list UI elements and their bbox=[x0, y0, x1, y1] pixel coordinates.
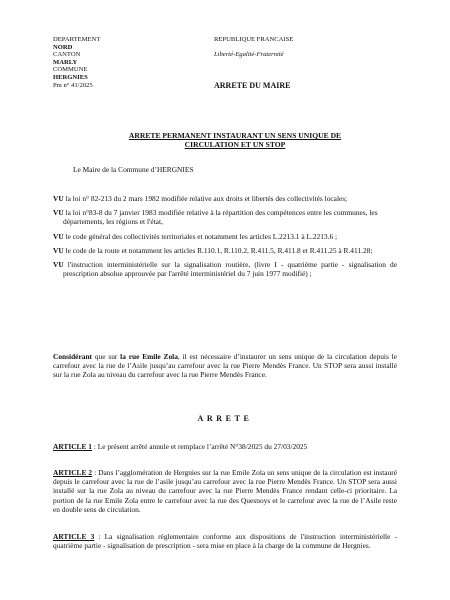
department-name: NORD bbox=[53, 43, 73, 51]
canton-label: CANTON bbox=[53, 51, 81, 59]
decree-number: Pm n° 41/2025 bbox=[53, 81, 93, 89]
vu-item: VU la loi n°83-8 du 7 janvier 1983 modifiée relative à la répartition des compétences entre les communes, les départements, les régions et l'état, bbox=[53, 208, 378, 227]
article-2: ARTICLE 2 : Dans l’agglomération de Hergnies sur la rue Emile Zola un sens unique de la circulation est instauré depuis le carrefour avec la rue de l’asile jusqu’au carrefour avec la rue Pierre Mendès France. Un STOP sera aussi installé sur la rue Zola au niveau du carrefour avec la rue Pierre Mendès France rendant celle-ci prioritaire. La portion de la rue Emile Zola entre le carrefour avec la rue des Quesnoys et le carrefour avec la rue de l’Asile reste en double sens de circulation. bbox=[53, 468, 397, 514]
article-1: ARTICLE 1 : Le présent arrêté annule et remplace l’arrêté N°38/2025 du 27/03/2025 bbox=[53, 442, 308, 451]
vu-item: VU le code général des collectivités territoriales et notamment les articles L.2213.1 à L.2213.6 ; bbox=[53, 231, 338, 241]
page-title-line-1: ARRETE PERMANENT INSTAURANT UN SENS UNIQUE DE bbox=[128, 131, 342, 140]
arrete-heading: ARRETE bbox=[197, 414, 253, 423]
republic-label: REPUBLIQUE FRANCAISE bbox=[214, 36, 294, 43]
header-left-block bbox=[53, 36, 203, 89]
header-right-block bbox=[214, 36, 414, 59]
page-title bbox=[100, 131, 370, 150]
article-3: ARTICLE 3 : La signalisation réglementaire conforme aux dispositions de l'instruction interministérielle - quatrième partie - signalisation de prescription - sera mise en place à la charge de la commune de Hergnies. bbox=[53, 532, 397, 551]
mayor-intro: Le Maire de la Commune d’HERGNIES bbox=[73, 165, 194, 174]
decree-type-title: ARRETE DU MAIRE bbox=[214, 81, 291, 90]
considerant-paragraph: Considérant que sur la rue Emile Zola, il est nécessaire d’instaurer un sens unique de la circulation depuis le carrefour avec la rue de l’Asile jusqu’au carrefour avec la rue Pierre Mendès France. Un STOP sera aussi installé sur la rue Zola au niveau du carrefour avec la rue Pierre Mendès France. bbox=[53, 352, 397, 380]
commune-name: HERGNIES bbox=[53, 73, 88, 81]
vu-item: VU le code de la route et notamment les articles R.110.1, R.110.2, R.411.5, R.411.8 et R.411.25 à R.411.28; bbox=[53, 245, 373, 255]
vu-item: VU l'instruction interministérielle sur la signalisation routière, (livre I - quatrième partie - signalisation de prescription absolue approuvée par l'arrêté interministériel du 7 juin 1977 modifié) ; bbox=[53, 260, 397, 279]
vu-item: VU la loi n° 82-213 du 2 mars 1982 modifiée relative aux droits et libertés des collectivités locales; bbox=[53, 194, 348, 203]
page-title-line-2: CIRCULATION ET UN STOP bbox=[184, 140, 286, 150]
republic-motto: Liberté-Egalité-Fraternité bbox=[214, 51, 284, 59]
commune-label: COMMUNE bbox=[53, 66, 88, 74]
canton-name: MARLY bbox=[53, 58, 78, 66]
vu-list bbox=[53, 194, 397, 278]
department-label: DEPARTEMENT bbox=[53, 36, 101, 43]
